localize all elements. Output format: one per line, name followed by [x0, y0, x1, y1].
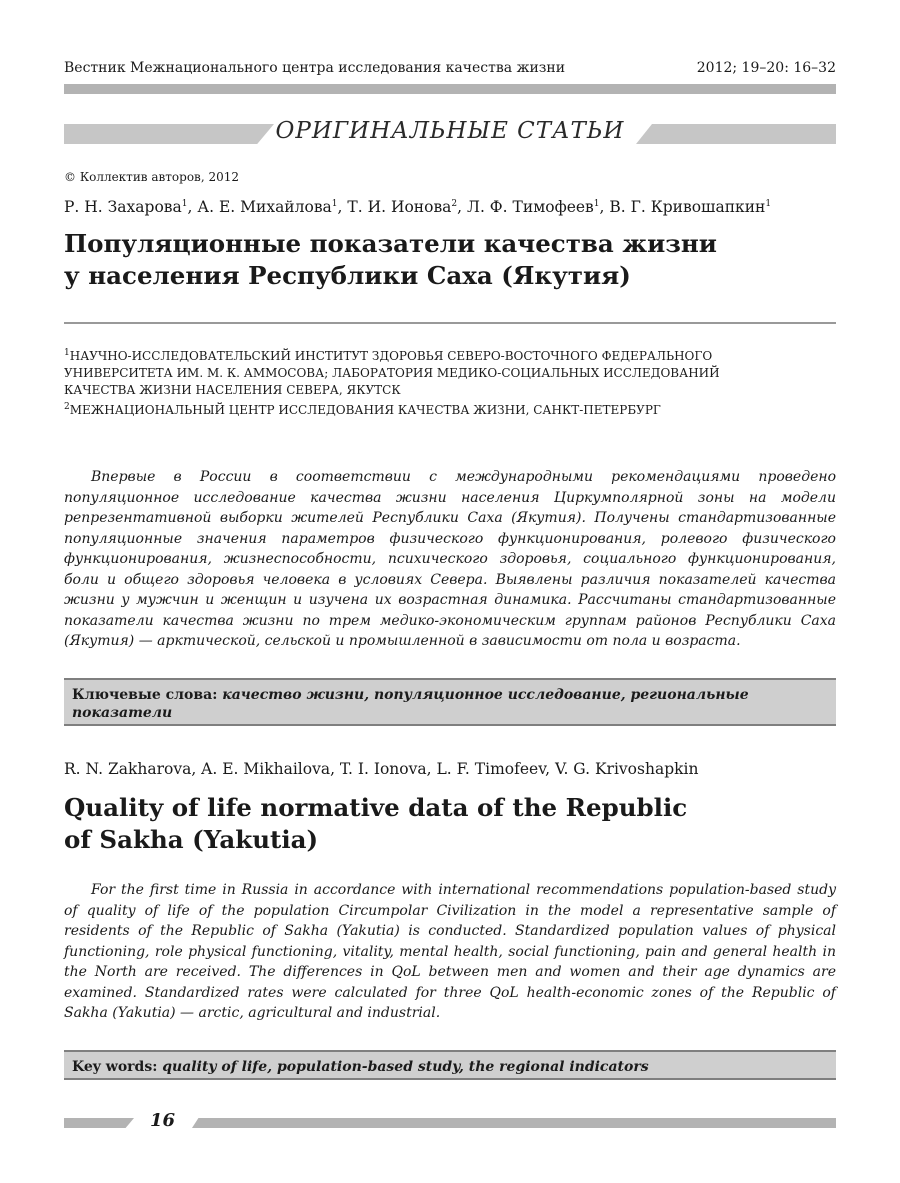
keywords-label: Key words:	[72, 1059, 163, 1075]
author-affil-mark: 2	[451, 198, 458, 209]
title-ru-line: Популяционные показатели качества жизни	[64, 229, 717, 258]
author: Л. Ф. Тимофеев	[467, 198, 594, 216]
title-ru-line: у населения Республики Саха (Якутия)	[64, 261, 631, 290]
affiliation-line: МЕЖНАЦИОНАЛЬНЫЙ ЦЕНТР ИССЛЕДОВАНИЯ КАЧЕСТВА ЖИЗНИ, САНКТ-ПЕТЕРБУРГ	[69, 403, 661, 417]
author: В. Г. Кривошапкин	[609, 198, 766, 216]
author-affil-mark: 1	[331, 198, 338, 209]
copyright: © Коллектив авторов, 2012	[64, 170, 239, 184]
title-en	[64, 792, 834, 856]
footer-rule-right	[192, 1118, 836, 1128]
author-affil-mark: 1	[181, 198, 188, 209]
author: Т. И. Ионова	[347, 198, 452, 216]
affiliation-line: КАЧЕСТВА ЖИЗНИ НАСЕЛЕНИЯ СЕВЕРА, ЯКУТСК	[64, 383, 401, 397]
title-en-line: Quality of life normative data of the Republic	[64, 793, 688, 822]
authors-en: R. N. Zakharova, A. E. Mikhailova, T. I. Ionova, L. F. Timofeev, V. G. Krivoshapkin	[64, 760, 699, 778]
title-ru	[64, 228, 834, 292]
affiliation-line: НАУЧНО-ИССЛЕДОВАТЕЛЬСКИЙ ИНСТИТУТ ЗДОРОВЬЯ СЕВЕРО-ВОСТОЧНОГО ФЕДЕРАЛЬНОГО	[69, 349, 713, 363]
keywords-text: качество жизни, популяционное исследование, региональные показатели	[72, 687, 749, 721]
page-number: 16	[150, 1110, 176, 1131]
abstract-ru: Впервые в России в соответствии с международными рекомендациями проведено популяционное исследование качества жизни населения Циркумполярной зоны на модели репрезентативной выборки жителей Республики Саха (Якутия). Получены стандартизованные популяционные значения параметров физического функционирования, ролевого физического функционирования, жизнеспособности, психического здоровья, социального функционирования, боли и общего здоровья человека в условиях Севера. Выявлены различия показателей качества жизни у мужчин и женщин и изучена их возрастная динамика. Рассчитаны стандартизованные показатели качества жизни по трем медико-экономическим группам районов Республики Саха (Якутия) — арктической, сельской и промышленной в зависимости от пола и возраста.	[64, 469, 836, 649]
keywords-text: quality of life, population-based study, the regional indicators	[162, 1059, 649, 1075]
author-affil-mark: 1	[593, 198, 600, 209]
title-divider	[64, 322, 836, 324]
author: Р. Н. Захарова	[64, 198, 182, 216]
author-affil-mark: 1	[765, 198, 772, 209]
affil-mark: 2	[64, 402, 70, 412]
keywords-label: Ключевые слова:	[72, 687, 223, 703]
section-title: ОРИГИНАЛЬНЫЕ СТАТЬИ	[275, 118, 625, 144]
issue-info: 2012; 19–20: 16–32	[696, 60, 836, 76]
header-rule	[64, 84, 836, 94]
author: А. Е. Михайлова	[197, 198, 332, 216]
footer-rule-left	[64, 1118, 134, 1128]
title-en-line: of Sakha (Yakutia)	[64, 825, 319, 854]
affiliation-line: УНИВЕРСИТЕТА ИМ. М. К. АММОСОВА; ЛАБОРАТОРИЯ МЕДИКО-СОЦИАЛЬНЫХ ИССЛЕДОВАНИЙ	[64, 366, 720, 380]
abstract-en: For the first time in Russia in accordance with international recommendations population-based study of quality of life of the population Circumpolar Civilization in the model a representative sample of residents of the Republic of Sakha (Yakutia) is conducted. Standardized population values of physical functioning, role physical functioning, vitality, mental health, social functioning, pain and general health in the North are received. The differences in QoL between men and women and their age dynamics are examined. Standardized rates were calculated for three QoL health-economic zones of the Republic of Sakha (Yakutia) — arctic, agricultural and industrial.	[64, 882, 836, 1021]
authors-ru: Р. Н. Захарова$^1$, А. Е. Михайлова$^1$, Т. И. Ионова$^2$, Л. Ф. Тимофеев$^1$, В. Г. Кривошапкин$^1$	[64, 198, 772, 216]
affil-mark: 1	[64, 348, 70, 358]
journal-name: Вестник Межнационального центра исследования качества жизни	[64, 60, 566, 76]
keywords-en	[64, 1050, 836, 1080]
affiliations	[64, 345, 836, 419]
section-band	[64, 118, 836, 144]
keywords-ru	[64, 678, 836, 726]
